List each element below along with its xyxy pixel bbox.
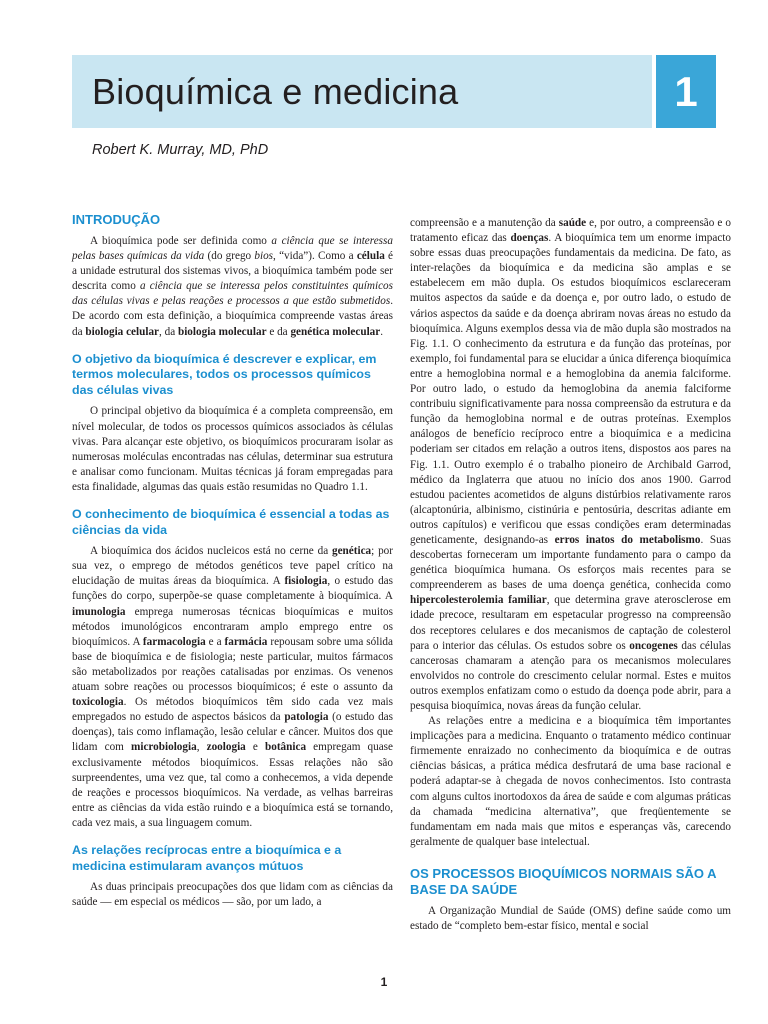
bold-term: saúde	[558, 217, 587, 229]
bold-term: biologia molecular	[177, 325, 267, 338]
bold-term: genética molecular	[290, 325, 381, 338]
bold-term: doenças	[510, 232, 549, 245]
paragraph-intro: A bioquímica pode ser definida como a ciência que se interessa pelas bases químicas da vida (do grego bios, “vida”). Como a célula é a unidade estrutural dos sistemas vivos, a bioquímica também pode ser descrita como a ciência que se interessa pelos constituintes químicos das células vivas e pelas reações e processos a que estão submetidos. De acordo com esta definição, a bioquímica compreende vastas áreas da biologia celular, da biologia molecular e da genética molecular.	[72, 235, 393, 338]
heading-conhecimento: O conhecimento de bioquímica é essencial a todas as ciências da vida	[72, 507, 390, 537]
heading-relacoes: As relações recíprocas entre a bioquímica e a medicina estimularam avanços mútuos	[72, 842, 342, 873]
bold-term: fisiologia	[284, 575, 328, 588]
bold-term: genética	[332, 545, 372, 558]
heading-objetivo: O objetivo da bioquímica é descrever e explicar, em termos moleculares, todos os processos químicos das células vivas	[72, 351, 377, 397]
paragraph-relacoes-continued: compreensão e a manutenção da saúde e, por outro, a compreensão e o tratamento eficaz das doenças. A bioquímica tem um enorme impacto sobre essas duas preocupações fundamentais da medicina. De fato, as inter-relações da bioquímica e da medicina são amplas e se estabelecem em mão dupla. Os estudos bioquímicos esclareceram muitos aspectos da saúde e da doença e, por outro lado, o estudo de vários aspectos da saúde e da doença abriram novas áreas no estudo da bioquímica. Alguns exemplos dessa via de mão dupla são mostrados na Fig. 1.1. O conhecimento da estrutura e da função das proteínas, por exemplo, foi fundamental para se elucidar a única diferença bioquímica entre a hemoglobina normal e a hemoglobina da anemia falciforme. Por outro lado, o estudo da hemoglobina da anemia falciforme contribuiu significativamente para nossa compreensão da estrutura e da função da hemoglobina normal e de outras proteínas. Exemplos análogos de benefício recíproco entre a bioquímica e a medicina poderiam ser citados em relação a outros itens, dispostos aos pares na Fig. 1.1. Outro exemplo é o trabalho pioneiro de Archibald Garrod, médico da Inglaterra que atuou no início dos anos 1900. Garrod estudou pacientes acometidos de alguns distúrbios relativamente raros (alcaptonúria, albinismo, cistinúria e pentosúria, descritas adiante em outros capítulos) e verificou que essas condições eram determinadas geneticamente, designando-as erros inatos do metabolismo. Suas descobertas forneceram um importante fundamento para o campo da genética bioquímica humana. Os esforços mais recentes para se compreenderem as bases de uma doença genética, conhecida como hipercolesterolemia familiar, que determina grave aterosclerose em idade precoce, resultaram em espetacular progresso na compreensão dos receptores celulares e dos mecanismos de captação de colesterol para o interior das células. Os estudos sobre os oncogenes das células cancerosas chamaram a atenção para os mecanismos moleculares envolvidos no controle do crescimento celular normal. Estes e muitos outros exemplos enfatizam como o estudo da doença pode abrir, para a pesquisa bioquímica, novas áreas da função celular.	[410, 217, 731, 712]
bold-term: toxicologia	[72, 696, 124, 709]
heading-processos-normais: OS PROCESSOS BIOQUÍMICOS NORMAIS SÃO A BASE DA SAÚDE	[410, 865, 717, 897]
bold-term: farmacologia	[142, 635, 206, 648]
bold-term: farmácia	[224, 635, 268, 648]
bold-term: oncogenes	[629, 639, 678, 652]
paragraph-oms: A Organização Mundial de Saúde (OMS) define saúde como um estado de “completo bem-estar físico, mental e social	[410, 904, 731, 933]
paragraph-implicacoes: As relações entre a medicina e a bioquímica têm importantes implicações para a medicina. Enquanto o tratamento médico continuar firmemente enraizado no conhecimento da bioquímica e de outras ciências básicas, a prática médica desfrutará de uma base racional e poderá adaptar-se à chegada de novos conhecimentos. Isto contrasta com alguns cultos inortodoxos da área de saúde e com algumas práticas da chamada “medicina alternativa”, que freqüentemente se fundamentam em nada mais que mitos e esperanças vãs, carecendo geralmente de qualquer base intelectual.	[410, 715, 731, 848]
bold-term: botânica	[265, 741, 307, 754]
heading-introducao: INTRODUÇÃO	[72, 212, 161, 227]
paragraph-objetivo: O principal objetivo da bioquímica é a completa compreensão, em nível molecular, de todos os processos químicos associados às células vivas. Para alcançar este objetivo, os bioquímicos procuraram isolar as numerosas moléculas encontradas nas células, determinar sua estrutura e analisar como funcionam. Muitas técnicas já foram empregadas para esta finalidade, algumas das quais estão resumidas no Quadro 1.1.	[72, 405, 393, 493]
bold-term: hipercolesterolemia familiar	[410, 594, 547, 607]
bold-term: erros inatos do metabolismo	[554, 533, 701, 546]
italic-phrase: a ciência que se interessa pelos constituintes químicos das células vivas e pelas reações e processos a que estão submetidos	[72, 280, 393, 308]
bold-term: patologia	[284, 711, 329, 724]
chapter-title: Bioquímica e medicina	[92, 71, 459, 112]
chapter-number-badge: 1	[656, 55, 716, 128]
paragraph-conhecimento: A bioquímica dos ácidos nucleicos está no cerne da genética; por sua vez, o emprego de métodos genéticos teve papel crítico na elucidação de muitas áreas da bioquímica. A fisiologia, o estudo das funções do corpo, superpõe-se quase completamente à bioquímica. A imunologia emprega numerosas técnicas bioquímicas e muitos métodos imunológicos encontraram amplo emprego entre os bioquímicos. A farmacologia e a farmácia repousam sobre uma sólida base de bioquímica e de fisiologia; neste particular, muitos fármacos são metabolizados por reações catalisadas por enzimas. Os venenos atuam sobre reações ou processos bioquímicos; é este o assunto da toxicologia. Os métodos bioquímicos têm sido cada vez mais empregados no estudo de aspectos básicos da patologia (o estudo das doenças), tais como inflamação, lesão celular e câncer. Muitos dos que lidam com microbiologia, zoologia e botânica empregam quase exclusivamente métodos bioquímicos. Essas relações não são surpreendentes, uma vez que, tal como a conhecemos, a vida depende de reações e processos bioquímicos. Na verdade, as velhas barreiras entre as ciências da vida estão ruindo e a bioquímica está se tornando, cada vez mais, a sua linguagem comum.	[72, 545, 394, 829]
right-column	[410, 216, 731, 934]
italic-phrase: a ciência que se interessa pelas bases químicas da vida	[72, 235, 393, 263]
left-column	[72, 212, 393, 910]
bold-term: célula	[356, 250, 385, 263]
italic-phrase: bios	[254, 250, 274, 263]
author-line: Robert K. Murray, MD, PhD	[92, 142, 269, 158]
page-number: 1	[380, 975, 388, 989]
bold-term: zoologia	[206, 741, 246, 754]
paragraph-relacoes-start: As duas principais preocupações dos que lidam com as ciências da saúde — em especial os médicos — são, por um lado, a	[72, 881, 393, 909]
bold-term: biologia celular	[85, 325, 160, 338]
bold-term: imunologia	[72, 605, 126, 618]
bold-term: microbiologia	[131, 741, 197, 754]
